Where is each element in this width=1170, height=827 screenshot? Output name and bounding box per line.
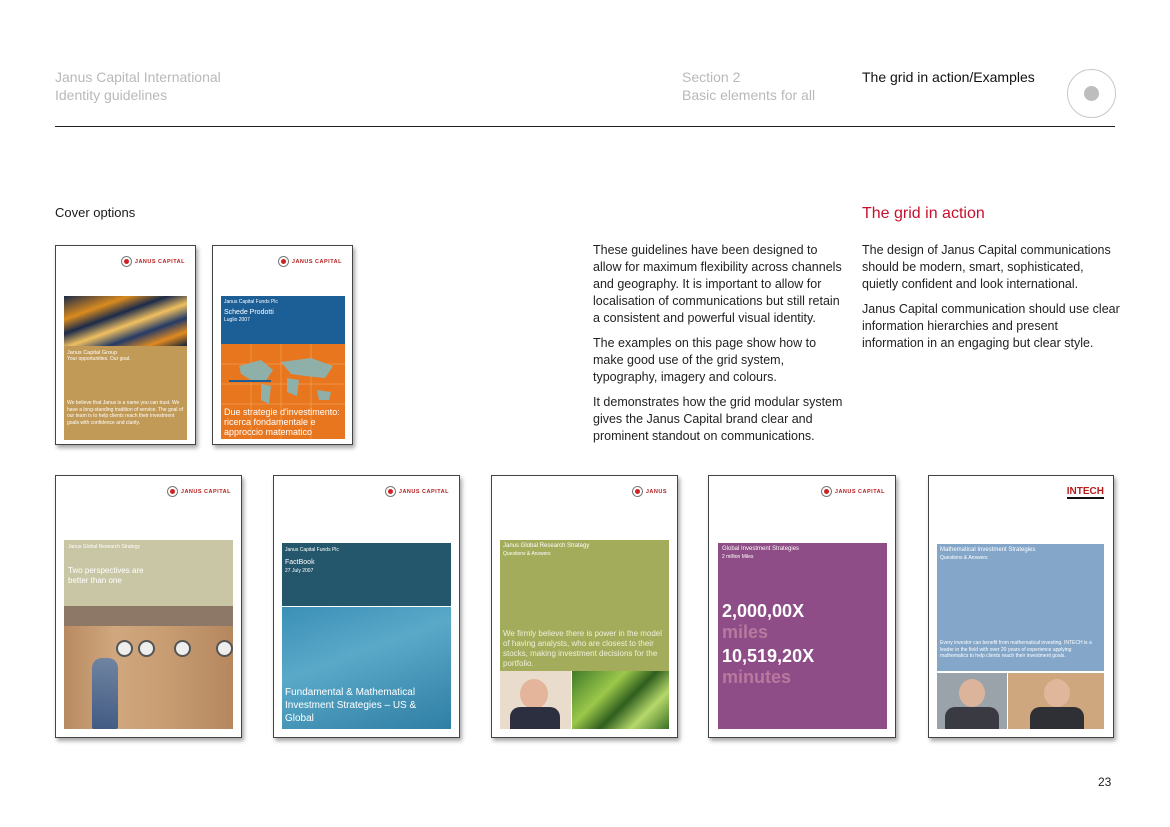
header-divider <box>55 126 1115 127</box>
janus-logo: JANUS <box>632 486 667 497</box>
cover-small-label: Global Investment Strategies <box>722 546 800 552</box>
cover-body: Every investor can benefit from mathematical investing. INTECH is a leader in the field with over 20 years of experience applying mathematics to help clients reach their investment goals. <box>940 640 1092 659</box>
miles-figure: 2,000,00X <box>722 601 805 621</box>
janus-logo-icon <box>385 486 396 497</box>
purple-panel <box>718 543 887 729</box>
cover-example-3[interactable] <box>491 475 678 738</box>
cover-small-label: Janus Capital Funds Plc <box>285 547 339 553</box>
cover-headline: Two perspectives are better than one <box>68 566 144 585</box>
cover-small-label: Mathematical Investment Strategies <box>940 547 1036 553</box>
janus-logo-icon <box>821 486 832 497</box>
cover-option-2[interactable] <box>212 245 353 445</box>
middle-paragraph-2: The examples on this page show how to make good use of the grid system, typography, imagery and colours. <box>593 336 817 384</box>
company-name: Janus Capital International <box>55 69 221 85</box>
teal-panel <box>282 543 451 606</box>
section-title: Basic elements for all <box>682 87 816 103</box>
portrait-photo <box>500 671 571 729</box>
cover-headline: Due strategie d'investimento: ricerca fondamentale e approccio matematico <box>224 407 340 437</box>
section-number: Section 2 <box>682 69 741 85</box>
cover-small-label: Janus Capital Funds Plc <box>224 299 278 305</box>
minutes-figure: 10,519,20X <box>722 646 815 666</box>
middle-paragraph-3: It demonstrates how the grid modular system gives the Janus Capital brand clear and prominent standout on communications. <box>593 395 843 443</box>
cover-headline: We firmly believe there is power in the model of having analysts, who are closest to their stocks, making investment decisions for the portfolio. <box>503 629 663 668</box>
sky-blue-panel <box>937 544 1104 671</box>
clock-icon <box>216 640 233 657</box>
grid-in-action-heading: The grid in action <box>862 205 985 222</box>
janus-logo: JANUS CAPITAL <box>121 256 185 267</box>
cover-subtitle: Questions & Answers <box>503 551 551 557</box>
right-paragraph-1: The design of Janus Capital communications should be modern, smart, sophisticated, quietly confident and look international. <box>862 243 1111 291</box>
cover-subtitle: Questions & Answers <box>940 555 988 561</box>
cover-example-4[interactable] <box>708 475 896 738</box>
intech-logo: INTECH <box>1066 486 1104 497</box>
cover-option-1[interactable] <box>55 245 196 445</box>
janus-logo: JANUS CAPITAL <box>278 256 342 267</box>
cover-subtitle: Luglio 2007 <box>224 317 250 323</box>
cover-subtitle: Your opportunities. Our goal. <box>67 356 131 362</box>
portrait-photo-2 <box>1008 673 1104 729</box>
janus-logo: JANUS CAPITAL <box>821 486 885 497</box>
walking-person-blur <box>92 658 118 729</box>
miles-unit: miles <box>722 622 769 642</box>
portrait-photo <box>937 673 1007 729</box>
page-number: 23 <box>1098 775 1112 789</box>
stone-panel <box>64 540 233 606</box>
orange-map-panel <box>221 344 345 439</box>
right-text-column <box>862 242 1120 360</box>
cover-small-label: Janus Global Research Strategy <box>503 543 590 549</box>
page-title: The grid in action/Examples <box>862 69 1035 85</box>
cover-title: Janus Capital Group <box>67 350 118 356</box>
cover-example-1[interactable] <box>55 475 242 738</box>
cover-body: We believe that Janus is a name you can trust. We have a long-standing tradition of service. The goal of our team is to help clients reach their investment goals with confidence and clarity. <box>67 400 184 426</box>
cover-headline: Fundamental & Mathematical Investment Strategies – US & Global <box>285 687 417 724</box>
middle-text-column <box>593 242 848 453</box>
navigation-circle-icon[interactable] <box>1067 69 1116 118</box>
cover-title: FactBook <box>285 559 315 566</box>
cover-example-5[interactable] <box>928 475 1114 738</box>
document-title: Identity guidelines <box>55 87 168 103</box>
middle-paragraph-1: These guidelines have been designed to allow for maximum flexibility across channels and geography. It is important to allow for localisation of communications but still retain a consistent and powerful visual identity. <box>593 243 842 325</box>
janus-logo: JANUS CAPITAL <box>167 486 231 497</box>
minutes-unit: minutes <box>722 667 792 687</box>
clock-icon <box>174 640 191 657</box>
blue-world-image <box>282 607 451 729</box>
olive-panel <box>500 540 669 671</box>
janus-logo-icon <box>121 256 132 267</box>
cover-subtitle: 2 million Miles <box>722 554 754 560</box>
green-abstract-image <box>572 671 669 729</box>
tan-panel <box>64 346 187 440</box>
abstract-light-image <box>64 296 187 346</box>
cover-small-label: Janus Global Research Strategy <box>68 544 140 550</box>
janus-logo: JANUS CAPITAL <box>385 486 449 497</box>
cover-example-2[interactable] <box>273 475 460 738</box>
clocks-photo <box>64 606 233 729</box>
blue-panel <box>221 296 345 344</box>
clock-icon <box>138 640 155 657</box>
janus-logo-icon <box>632 486 643 497</box>
janus-logo-icon <box>167 486 178 497</box>
clock-icon <box>116 640 133 657</box>
janus-logo-icon <box>278 256 289 267</box>
cover-options-label: Cover options <box>55 205 136 220</box>
cover-date: 27 July 2007 <box>285 568 314 574</box>
cover-title: Schede Prodotti <box>224 309 274 316</box>
right-paragraph-2: Janus Capital communication should use clear information hierarchies and present information in an engaging but clear style. <box>862 302 1120 350</box>
